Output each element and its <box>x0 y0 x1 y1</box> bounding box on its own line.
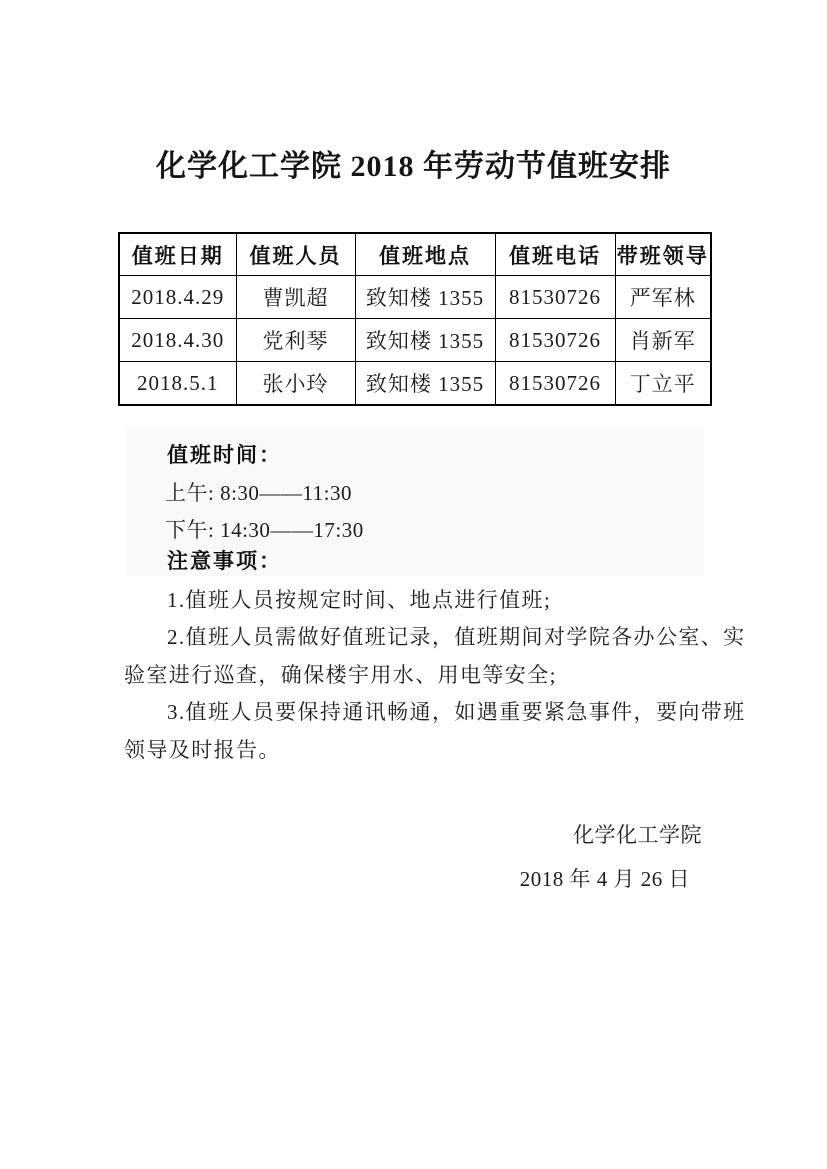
cell-phone: 81530726 <box>495 276 615 319</box>
notes-heading: 注意事项： <box>167 550 282 573</box>
duty-time-morning: 上午: 8:30——11:30 <box>165 481 352 505</box>
cell-leader: 肖新军 <box>615 319 711 362</box>
table-row <box>119 319 711 362</box>
header-duty-date: 值班日期 <box>119 233 236 276</box>
cell-person: 曹凯超 <box>236 276 355 319</box>
duty-schedule-table <box>118 232 712 406</box>
header-duty-location: 值班地点 <box>355 233 495 276</box>
cell-phone: 81530726 <box>495 362 615 406</box>
cell-location: 致知楼 1355 <box>355 362 495 406</box>
duty-time-heading: 值班时间： <box>167 444 282 467</box>
cell-date: 2018.5.1 <box>119 362 236 406</box>
duty-time-afternoon: 下午: 14:30——17:30 <box>165 518 364 542</box>
document-title: 化学化工学院 2018 年劳动节值班安排 <box>156 150 671 183</box>
note-line-2: 2.值班人员需做好值班记录，值班期间对学院各办公室、实 <box>167 625 746 649</box>
cell-location: 致知楼 1355 <box>355 276 495 319</box>
table-header-row <box>119 233 711 276</box>
cell-phone: 81530726 <box>495 319 615 362</box>
note-line-4: 3.值班人员要保持通讯畅通，如遇重要紧急事件，要向带班 <box>167 700 746 724</box>
cell-date: 2018.4.30 <box>119 319 236 362</box>
signature-date: 2018 年 4 月 26 日 <box>519 867 690 891</box>
header-duty-person: 值班人员 <box>236 233 355 276</box>
cell-date: 2018.4.29 <box>119 276 236 319</box>
cell-location: 致知楼 1355 <box>355 319 495 362</box>
note-line-5: 领导及时报告。 <box>124 738 281 762</box>
cell-person: 张小玲 <box>236 362 355 406</box>
note-line-1: 1.值班人员按规定时间、地点进行值班; <box>167 588 552 612</box>
cell-person: 党利琴 <box>236 319 355 362</box>
cell-leader: 严军林 <box>615 276 711 319</box>
header-duty-leader: 带班领导 <box>615 233 711 276</box>
note-line-3: 验室进行巡查，确保楼宇用水、用电等安全; <box>124 663 557 687</box>
cell-leader: 丁立平 <box>615 362 711 406</box>
signature-org: 化学化工学院 <box>573 823 702 847</box>
header-duty-phone: 值班电话 <box>495 233 615 276</box>
table-row <box>119 362 711 406</box>
table-row <box>119 276 711 319</box>
